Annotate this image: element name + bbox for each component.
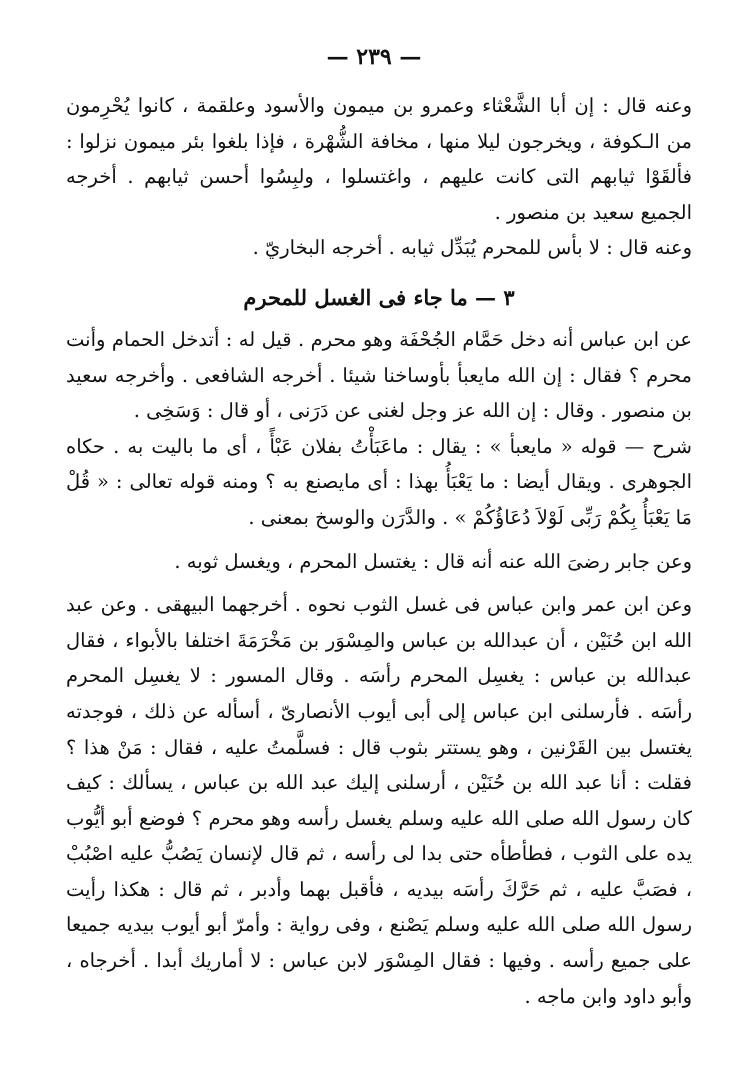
paragraph-ibn-umar: وعن ابن عمر وابن عباس فى غسل الثوب نحوه . أخرجهما البيهقى . وعن عبد الله ابن حُنَيْن ، أن عبدالله بن عباس والمِسْوَر بن مَخْرَمَةَ اختلفا بالأبواء ، فقال عبدالله بن عباس : يغسِل المحرم رأسَه . وقال المسور : لا يغسِل المحرم رأسَه . فأرسلنى ابن عباس إلى أبى أيوب الأنصارىّ ، أسأله عن ذلك ، فوجدته يغتسل بين القَرْنين ، وهو يستتر بثوب قال : فسلَّمتُ عليه ، فقال : مَنْ هذا ؟ فقلت : أنا عبد الله بن حُنَيْن ، أرسلنى إليك عبد الله بن عباس ، يسألك : كيف كان رسول الله صلى الله عليه وسلم يغسل رأسه وهو محرم ؟ فوضع أبو أيُّوب يده على الثوب ، فطأطأه حتى بدا لى رأسه ، ثم قال لإنسان يَصُبُّ عليه اصْبُبْ ، فصَبَّ عليه ، ثم حَرَّكَ رأسَه بيديه ، فأقبل بهما وأدبر ، ثم قال : هكذا رأيت رسول الله صلى الله عليه وسلم يَصْنع ، وفى رواية : وأمرّ أبو أيوب بيديه جميعا على جميع رأسه . وفيها : فقال المِسْوَر لابن عباس : لا أماريك أبدا . أخرجاه ، وأبو داود وابن ماجه . bbox=[66, 593, 692, 1008]
paragraph-jabir: وعن جابر رضىَ الله عنه أنه قال : يغتسل المحرم ، ويغسل ثوبه . bbox=[174, 549, 692, 573]
spacer bbox=[66, 579, 692, 587]
paragraph-ibn-shatha: وعنه قال : إن أبا الشَّعْثاء وعمرو بن ميمون والأسود وعلقمة ، كانوا يُحْرِمون من الـكوفة ، ويخرجون ليلا منها ، مخافة الشُّهْرة ، فإذا بلغوا بئر ميمون نزلوا : فألقَوْا ثيابهم التى كانت عليهم ، واغتسلوا ، ولبِسُوا أحسن ثيابهم . أخرجه الجميع سعيد بن منصور . bbox=[66, 94, 692, 224]
paragraph-hammam: عن ابن عباس أنه دخل حَمَّام الجُحْفَة وهو محرم . قيل له : أتدخل الحمام وأنت محرم ؟ فقال : إن الله مايعبأ بأوساخنا شيئا . أخرجه الشافعى . وأخرجه سعيد بن منصور . وقال : إن الله عز وجل لغنى عن دَرَنى ، أو قال : وَسَخِى . bbox=[66, 327, 692, 423]
paragraph-change-clothes: وعنه قال : لا بأس للمحرم يُبَدِّل ثيابه . أخرجه البخاريّ . bbox=[252, 236, 692, 260]
spacer bbox=[66, 536, 692, 544]
section-heading: ٣ — ما جاء فى الغسل للمحرم bbox=[243, 284, 515, 310]
page-body bbox=[66, 88, 692, 1014]
spacer bbox=[66, 266, 692, 274]
paragraph-sharh: شرح — قوله « مايعبأ » : يقال : ماعَبَأْتُ بفلان عَبْأً ، أى ما باليت به . حكاه الجوهرى . ويقال أيضا : ما يَعْبَأُ بهذا : أى مايصنع به ؟ ومنه قوله تعالى : « قُلْ مَا يَعْبَأُ بِكُمْ رَبِّى لَوْلاَ دُعَاؤُكُمْ » . والدَّرَن والوسخ بمعنى . bbox=[66, 434, 692, 529]
page-number: — ٢٣٩ — bbox=[326, 44, 422, 70]
